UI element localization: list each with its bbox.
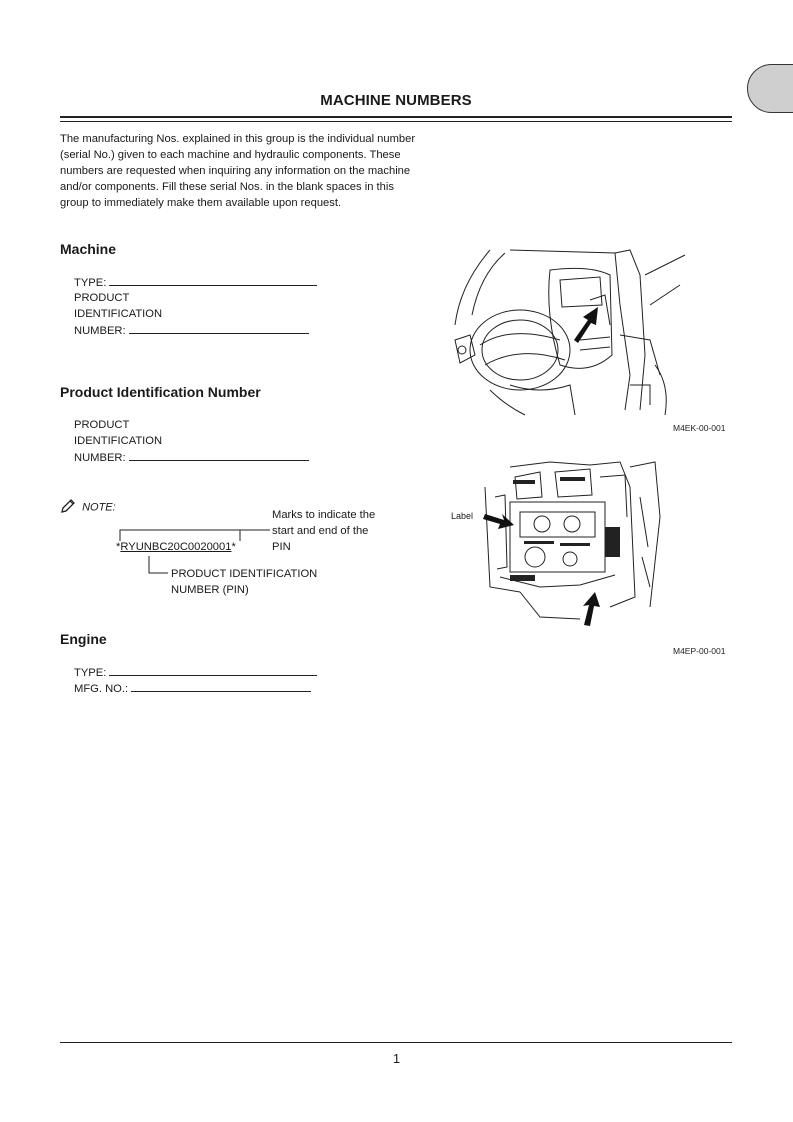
intro-paragraph: The manufacturing Nos. explained in this group is the individual number (serial No.) given to each machine and hydraulic components. These numbers are requested when inquiring any information on the machine and/or components. Fill these serial Nos. in the blank spaces in this group to immediately make them available upon request.: [60, 133, 416, 209]
pin-annotation: [171, 566, 317, 598]
machine-number-field: [74, 322, 309, 339]
title-rule-thick: [60, 116, 732, 118]
pin-heading: Product Identification Number: [60, 384, 261, 400]
title-rule-thin: [60, 121, 732, 122]
engine-type-field: [74, 664, 317, 681]
chapter-tab: [747, 64, 793, 113]
pin-product-line: PRODUCT: [74, 419, 130, 431]
engine-mfg-label: MFG. NO.:: [74, 683, 129, 695]
pin-star-right: *: [231, 541, 236, 553]
machine-type-label: TYPE:: [74, 277, 107, 289]
figure2-caption: M4EP-00-001: [673, 646, 726, 656]
figure1-caption: M4EK-00-001: [673, 423, 726, 433]
figure2-label: Label: [451, 511, 474, 521]
pin-annotation-line2: NUMBER (PIN): [171, 584, 249, 596]
pin-number-field: [74, 449, 309, 466]
pin-example: [116, 541, 236, 553]
marks-annotation: Marks to indicate the start and end of the PIN: [272, 509, 376, 553]
engine-location-illustration: [480, 457, 665, 627]
page-title: MACHINE NUMBERS: [320, 92, 472, 109]
pin-identification-line: IDENTIFICATION: [74, 435, 163, 447]
pin-code: RYUNBC20C0020001: [120, 541, 232, 553]
pin-star-left: *: [116, 541, 121, 553]
machine-location-illustration: [450, 245, 695, 420]
machine-heading: Machine: [60, 241, 117, 257]
machine-type-blank: [109, 274, 317, 286]
engine-type-blank: [109, 664, 317, 676]
engine-type-label: TYPE:: [74, 667, 107, 679]
engine-heading: Engine: [60, 631, 107, 647]
footer-rule: [60, 1042, 732, 1043]
machine-number-label: NUMBER:: [74, 325, 126, 337]
machine-type-field: [74, 274, 317, 291]
machine-product-line: PRODUCT: [74, 292, 130, 304]
engine-mfg-blank: [131, 680, 311, 692]
pin-number-label: NUMBER:: [74, 452, 126, 464]
pin-annotation-line1: PRODUCT IDENTIFICATION: [171, 568, 318, 580]
pin-number-blank: [129, 449, 309, 461]
pencil-icon: [60, 498, 76, 517]
engine-mfg-field: [74, 680, 311, 697]
note-label-row: [60, 498, 116, 517]
machine-identification-line: IDENTIFICATION: [74, 308, 163, 320]
page-number: 1: [392, 1051, 401, 1066]
note-label: NOTE:: [82, 501, 116, 514]
machine-number-blank: [129, 322, 309, 334]
